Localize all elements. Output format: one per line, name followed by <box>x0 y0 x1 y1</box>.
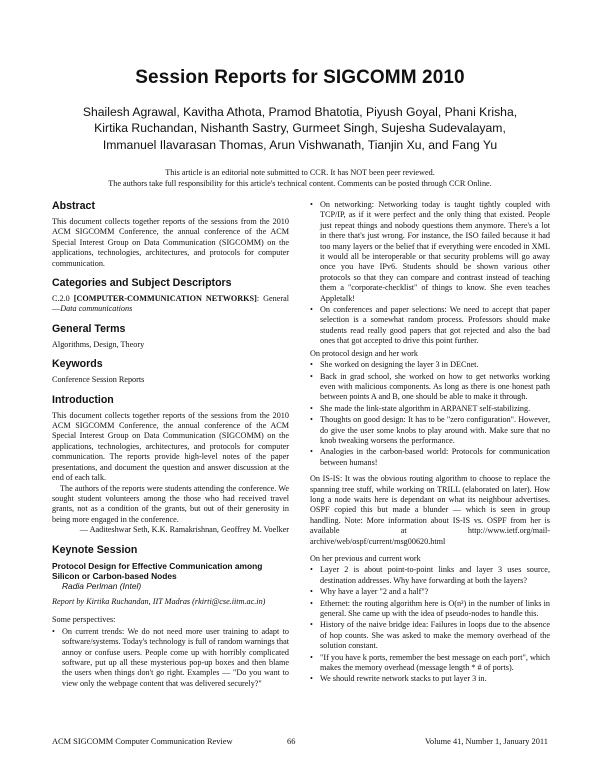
introduction-paragraph: The authors of the reports were students attending the conference. We sought student volunteers among the those who had received travel grants, not as a condition of the grants, but out of their generosity in being more engaged in the conference. <box>52 483 289 524</box>
bullet-icon: • <box>310 371 313 381</box>
bullet-icon: • <box>310 652 313 662</box>
list-item <box>310 305 550 347</box>
categories-section <box>52 277 289 315</box>
list-item <box>310 620 550 651</box>
list-item-text: Ethernet: the routing algorithm here is O(n²) in the number of links in general. She came up with the idea of pseudo-nodes to handle this. <box>320 598 550 619</box>
bullet-icon: • <box>310 565 313 575</box>
list-item <box>310 587 550 597</box>
editorial-note-line: The authors take full responsibility for this article's technical content. Comments can be posted through CCR Online. <box>108 179 492 188</box>
author-line: Kirtika Ruchandan, Nishanth Sastry, Gurmeet Singh, Sujesha Sudevalayam, <box>94 121 506 136</box>
bullet-icon: • <box>310 200 313 209</box>
perspectives-label: Some perspectives: <box>52 615 116 625</box>
list-item-text: Analogies in the carbon-based world: Protocols for communication between humans! <box>320 447 550 467</box>
list-item-text: She worked on designing the layer 3 in DECnet. <box>320 360 479 370</box>
bullet-icon: • <box>310 403 313 413</box>
footer-volume: Volume 41, Number 1, January 2011 <box>424 737 548 746</box>
previous-work-list <box>310 565 550 684</box>
author-line: Shailesh Agrawal, Kavitha Athota, Pramod Bhatotia, Piyush Goyal, Phani Krisha, <box>82 105 518 119</box>
list-item-text: We should rewrite network stacks to put layer 3 in. <box>320 674 487 684</box>
keywords-section <box>52 358 289 385</box>
list-item-text: "If you have k ports, remember the best message on each port", which makes the memory overhead (message length * # of ports). <box>320 652 550 673</box>
list-item-text: On conferences and paper selections: We need to accept that paper selection is a somewhat random process. Professors should make students read really good papers that got rejected and also the bad ones that got accepted to drive this point further. <box>320 305 550 346</box>
abstract-section <box>52 200 289 269</box>
author-line: Immanuel Ilavarasan Thomas, Arun Vishwanath, Tianjin Xu, and Fang Yu <box>102 137 498 152</box>
categories-code: C.2.0 <box>52 294 74 304</box>
bullet-icon: • <box>310 305 313 315</box>
list-item-text: Why have a layer "2 and a half"? <box>320 587 429 597</box>
isis-paragraph: On IS-IS: It was the obvious routing algorithm to choose to replace the spanning tree stuff, while working on TRILL (elaborated on later). How long a node waits here is dependant on what its neighbour advertises. OSPF copied this but made a blunder — which is seen in group handling. Note: More information about IS-IS vs. OSPF from her is available at http://www.ietf.org/mail-archive/web/ospf/current/msg00620.html <box>310 474 550 546</box>
list-item <box>310 404 550 414</box>
keynote-section <box>52 544 289 690</box>
keynote-paper-title: Protocol Design for Effective Communication among Silicon or Carbon-based Nodes <box>52 560 263 581</box>
abstract-heading: Abstract <box>52 200 95 212</box>
keywords-heading: Keywords <box>52 358 103 371</box>
list-item <box>52 627 289 689</box>
general-terms-heading: General Terms <box>52 322 126 335</box>
keywords-text: Conference Session Reports <box>52 375 145 385</box>
bullet-icon: • <box>310 587 313 597</box>
list-item-text: On current trends: We do not need more user training to adapt to software/systems. Today's technology is full of random warnings that annoy or confuse users. People come up with horribly complicated software, put up all these mysterious pop-up boxes and then blame the users when things don't go right. Examples — "Do you want to view only the webpage content that was delivered securely?" <box>62 626 290 688</box>
list-item <box>310 674 550 684</box>
categories-text <box>52 294 289 315</box>
list-item <box>310 200 550 304</box>
list-item-text: Back in grad school, she worked on how to get networks working even with malicious components. As long as there is one honest path between points A and B, one should be able to make it through. <box>320 371 550 402</box>
previous-work-label: On her previous and current work <box>310 554 421 563</box>
bullet-icon: • <box>52 626 55 636</box>
list-item <box>310 372 550 403</box>
list-item <box>310 360 550 370</box>
list-item <box>310 599 550 620</box>
list-item-text: Thoughts on good design: It has to be "zero configuration". However, do give the user some knobs to play around with. Make sure that no knob tweaking worsens the performance. <box>320 415 550 445</box>
categories-rest: : General— <box>52 294 289 314</box>
introduction-paragraph: This document collects together reports of the sessions from the 2010 ACM SIGCOMM Conference, the annual conference of the ACM Special Interest Group on Data Communication (SIGCOMM) on the applications, technologies, architectures, and protocols for computer communication. The reports provide high-level notes of the paper presentations, and document the question and answer discussion at the end of each talk. <box>52 410 289 483</box>
perspective-list <box>52 627 289 689</box>
introduction-heading: Introduction <box>52 393 114 406</box>
report-byline: Report by Kirtika Ruchandan, IIT Madras (rkirti@cse.iitm.ac.in) <box>52 596 266 606</box>
bullet-icon: • <box>310 620 313 630</box>
introduction-section <box>52 394 289 536</box>
perspective-list-continued <box>310 200 550 347</box>
footer-page-number: 66 <box>287 737 296 746</box>
general-terms-section <box>52 323 289 350</box>
list-item-text: Layer 2 is about point-to-point links and layer 3 uses source, destination addresses. Why have forwarding at both the layers? <box>320 565 550 585</box>
list-item-text: She made the link-state algorithm in ARPANET self-stabilizing. <box>320 403 531 413</box>
list-item <box>310 447 550 468</box>
paper-title: Session Reports for SIGCOMM 2010 <box>135 67 465 88</box>
list-item <box>310 653 550 674</box>
list-item <box>310 415 550 446</box>
categories-heading: Categories and Subject Descriptors <box>52 277 232 290</box>
bullet-icon: • <box>310 447 313 457</box>
categories-bold: [COMPUTER-COMMUNICATION NETWORKS] <box>73 294 257 304</box>
general-terms-text: Algorithms, Design, Theory <box>52 339 145 349</box>
editorial-note <box>60 167 540 189</box>
bullet-icon: • <box>310 415 313 425</box>
list-item-text: On networking: Networking today is taught tightly coupled with TCP/IP, as if it were perfect and the only thing that existed. People just repeat things and nobody questions them anymore. There's a lot in there that's just wrong. For instance, the ISO failed because it had too many layers or the belief that if everything were encoded in XML it would all be interoperable or that security problems will go away once you have IPv6. Students should be shown various other protocols so that they can compare and contrast instead of teaching them a "corporate-checklist" of things to know. She even teaches Appletalk! <box>320 200 550 303</box>
author-list <box>70 104 530 153</box>
right-column <box>310 200 550 686</box>
list-item <box>310 565 550 586</box>
left-column <box>52 200 289 690</box>
abstract-text: This document collects together reports of the sessions from the 2010 ACM SIGCOMM Conference, the annual conference of the ACM Special Interest Group on Data Communication (SIGCOMM) on the applications, technologies, architectures, and protocols for computer communication. <box>52 217 289 268</box>
keynote-heading: Keynote Session <box>52 543 138 556</box>
keynote-paper-author: Radia Perlman (Intel) <box>62 580 142 591</box>
introduction-signature: — Aaditeshwar Seth, K.K. Ramakrishnan, Geoffrey M. Voelker <box>79 525 289 535</box>
footer-journal: ACM SIGCOMM Computer Communication Review <box>52 737 233 746</box>
bullet-icon: • <box>310 674 313 684</box>
protocol-design-label: On protocol design and her work <box>310 348 419 358</box>
list-item-text: History of the naive bridge idea: Failures in loops due to the absence of hop counts. She was asked to make the memory overhead of the solution constant. <box>320 620 550 651</box>
categories-italic: Data communications <box>60 304 133 314</box>
editorial-note-line: This article is an editorial note submitted to CCR. It has NOT been peer reviewed. <box>165 168 435 177</box>
bullet-icon: • <box>310 598 313 608</box>
bullet-icon: • <box>310 360 313 370</box>
protocol-design-list <box>310 360 550 468</box>
